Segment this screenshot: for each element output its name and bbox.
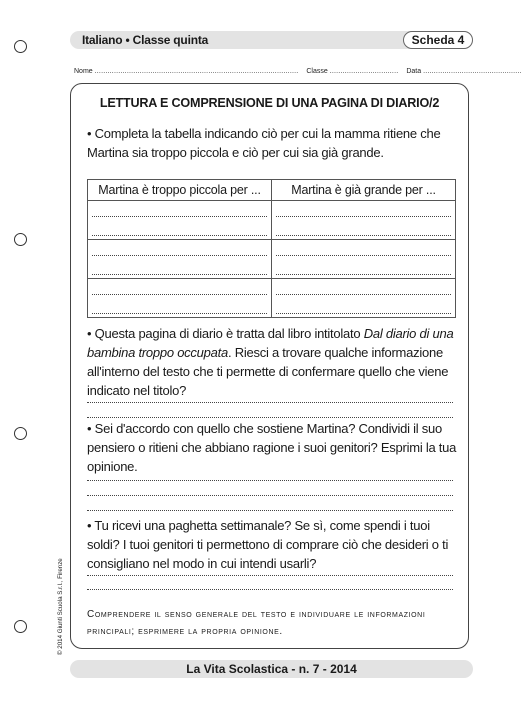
table-cell[interactable] xyxy=(272,298,456,318)
footer-bar: La Vita Scolastica - n. 7 - 2014 xyxy=(70,660,473,678)
table-cell[interactable] xyxy=(88,220,272,240)
binder-hole xyxy=(14,233,27,246)
question-4: • Tu ricevi una paghetta settimanale? Se sì, come spendi i tuoi soldi? I tuoi genitori ti permettono di comprare ciò che desideri o ti consigliano nel modo in cui intendi usarli? xyxy=(87,518,449,571)
table-cell[interactable] xyxy=(88,240,272,260)
binder-hole xyxy=(14,40,27,53)
header-bar xyxy=(70,31,473,49)
answer-line[interactable] xyxy=(87,495,453,496)
table-cell[interactable] xyxy=(272,279,456,299)
classe-label: Classe xyxy=(306,68,328,75)
table-cell[interactable] xyxy=(272,201,456,221)
answer-line[interactable] xyxy=(87,575,453,576)
question-3: • Sei d'accordo con quello che sostiene Martina? Condividi il suo pensiero o ritieni che abbiano ragione i suoi genitori? Esprimi la tua opinione. xyxy=(87,421,457,474)
answer-line[interactable] xyxy=(87,402,453,403)
answer-line[interactable] xyxy=(87,589,453,590)
worksheet-title: LETTURA E COMPRENSIONE DI UNA PAGINA DI DIARIO/2 xyxy=(99,96,440,110)
book-title: Dal diario di una bambina troppo occupata xyxy=(87,326,454,360)
worksheet-card xyxy=(70,83,469,649)
answer-table xyxy=(87,179,456,318)
scheda-label: Scheda 4 xyxy=(403,31,473,49)
nome-field[interactable]: ............................................................................................... xyxy=(94,68,299,75)
answer-line[interactable] xyxy=(87,480,453,481)
table-header-col1: Martina è troppo piccola per ... xyxy=(88,180,272,201)
student-fields xyxy=(74,68,522,75)
table-cell[interactable] xyxy=(272,220,456,240)
question-2-text-b: . Riesci a trovare qualche informazione all'interno del testo che ti permette di confermare quello che viene indicato nel titolo? xyxy=(87,345,449,398)
table-cell[interactable] xyxy=(272,259,456,279)
answer-line[interactable] xyxy=(87,510,453,511)
table-cell[interactable] xyxy=(88,201,272,221)
copyright-note: © 2014 Giunti Scuola S.r.l., Firenze xyxy=(57,558,64,655)
subject-label: Italiano • Classe quinta xyxy=(82,33,209,47)
table-cell[interactable] xyxy=(88,259,272,279)
binder-hole xyxy=(14,620,27,633)
nome-label: Nome xyxy=(74,68,93,75)
question-2-text-a: • Questa pagina di diario è tratta dal libro intitolato xyxy=(87,326,364,341)
question-2 xyxy=(87,324,457,400)
classe-field[interactable]: ................................ xyxy=(329,68,399,75)
learning-objective: Comprendere il senso generale del testo e individuare le informazioni principali; esprimere la propria opinione. xyxy=(87,609,426,637)
data-label: Data xyxy=(406,68,422,75)
table-cell[interactable] xyxy=(88,298,272,318)
question-1: • Completa la tabella indicando ciò per cui la mamma ritiene che Martina sia troppo piccola e ciò per cui sia già grande. xyxy=(87,126,441,160)
table-cell[interactable] xyxy=(88,279,272,299)
table-header-col2: Martina è già grande per ... xyxy=(272,180,456,201)
table-cell[interactable] xyxy=(272,240,456,260)
binder-hole xyxy=(14,427,27,440)
data-field[interactable]: .............................................. xyxy=(423,68,522,75)
answer-line[interactable] xyxy=(87,417,453,418)
